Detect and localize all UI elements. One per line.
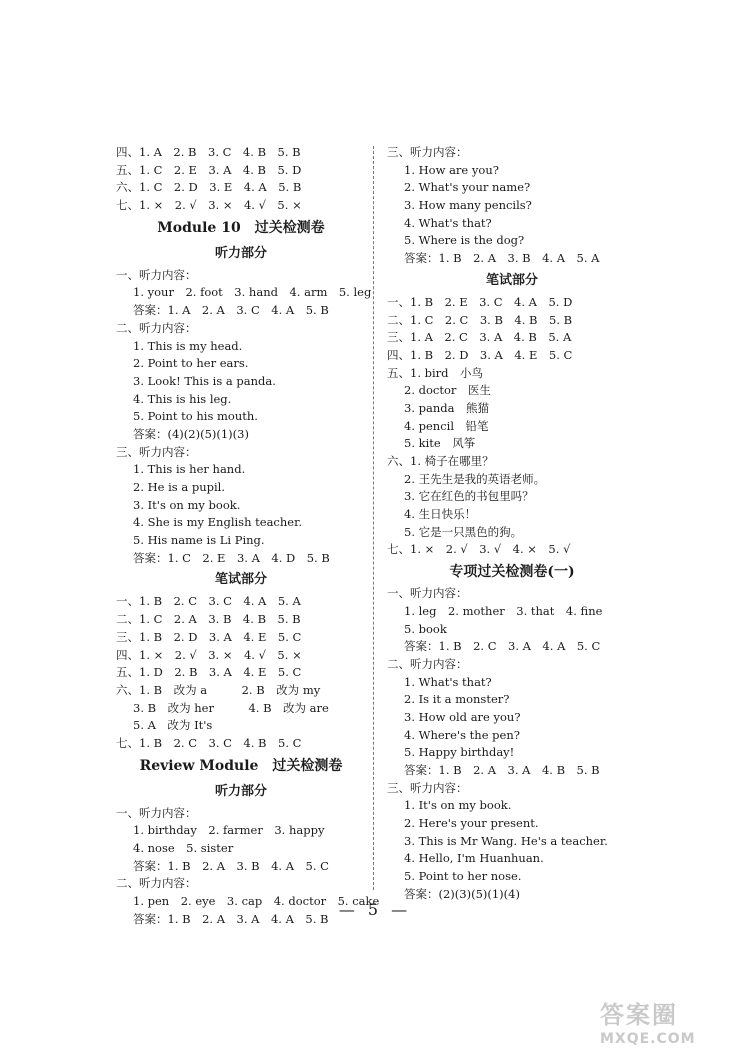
answer-line: 1. How are you? [404,162,499,177]
answer-line: 答案：(2)(3)(5)(1)(4) [404,886,520,901]
answer-line: 3. B 改为 her 4. B 改为 are [133,700,329,715]
section-subtitle: 听力部分 [214,245,267,261]
answer-line: 3. This is Mr Wang. He's a teacher. [404,833,608,848]
answer-line: 1. It's on my book. [404,798,512,813]
answer-line: 答案：(4)(2)(5)(1)(3) [133,426,249,441]
answer-line: 四、1. A 2. B 3. C 4. B 5. B [116,145,301,159]
answer-line: 4. 生日快乐！ [404,507,477,522]
answer-line: 四、1. B 2. D 3. A 4. E 5. C [387,347,573,362]
answer-line: 3. panda 熊猫 [404,400,489,415]
answer-line: 1. What's that? [404,674,492,689]
answer-line: 三、1. B 2. D 3. A 4. E 5. C [116,629,302,644]
answer-line: 答案：1. B 2. C 3. A 4. A 5. C [404,639,601,654]
answer-line: 一、听力内容： [116,267,197,282]
answer-line: 答案：1. B 2. A 3. A 4. A 5. B [133,911,329,926]
answer-line: 四、1. × 2. √ 3. × 4. √ 5. × [116,647,302,662]
answer-line: 3. It's on my book. [133,497,241,512]
answer-line: 4. What's that? [404,215,492,230]
answer-line: 5. His name is Li Ping. [133,533,265,548]
answer-line: 答案：1. B 2. A 3. B 4. A 5. C [133,858,329,873]
section-subtitle: 笔试部分 [485,272,538,288]
section-subtitle: 笔试部分 [214,572,267,588]
answer-line: 4. She is my English teacher. [133,515,302,530]
watermark-text-bottom: MXQE.COM [600,1031,696,1047]
answer-line: 2. What's your name? [404,180,531,195]
answer-line: 答案：1. B 2. A 3. B 4. A 5. A [404,251,600,266]
answer-line: 1. This is my head. [133,338,243,353]
answer-line: 答案：1. B 2. A 3. A 4. B 5. B [404,763,600,777]
answer-line: 三、听力内容： [387,780,468,795]
answer-line: 答案：1. A 2. A 3. C 4. A 5. B [133,303,329,318]
answer-line: 5. Point to his mouth. [133,409,258,424]
answer-line: 4. nose 5. sister [133,841,234,855]
answer-line: 二、听力内容： [387,656,468,671]
answer-line: 5. Where is the dog? [404,233,525,248]
answer-line: 4. Hello, I'm Huanhuan. [404,851,544,866]
answer-line: 二、1. C 2. C 3. B 4. B 5. B [387,312,573,327]
answer-line: 3. How old are you? [404,709,521,724]
section-title: 专项过关检测卷(一) [449,564,575,581]
answer-line: 2. doctor 医生 [404,383,491,398]
answer-line: 4. pencil 铅笔 [404,418,489,433]
answer-line: 一、听力内容： [387,586,468,601]
answer-line: 六、1. 椅子在哪里？ [387,454,494,468]
answer-line: 七、1. B 2. C 3. C 4. B 5. C [116,735,302,750]
answer-line: 2. He is a pupil. [133,480,226,494]
answer-line: 七、1. × 2. √ 3. √ 4. × 5. √ [387,542,571,557]
answer-line: 3. 它在红色的书包里吗？ [404,489,534,504]
answer-line: 一、1. B 2. C 3. C 4. A 5. A [116,594,301,609]
answer-line: 五、1. bird 小鸟 [387,365,484,380]
answer-line: 二、听力内容： [116,320,197,335]
right-column [387,144,637,904]
answer-line: 五、1. D 2. B 3. A 4. E 5. C [116,665,302,680]
answer-line: 1. pen 2. eye 3. cap 4. doctor 5. cake [133,894,380,909]
answer-line: 1. This is her hand. [133,462,246,477]
answer-line: 5. A 改为 It's [133,718,213,733]
answer-line: 5. book [404,621,447,636]
answer-line: 2. Is it a monster? [404,692,510,707]
answer-line: 1. leg 2. mother 3. that 4. fine [404,603,603,618]
answer-line: 5. kite 风筝 [404,436,476,451]
answer-line: 4. Where's the pen? [404,727,520,742]
page-number: — 5 — [338,900,412,919]
watermark-text-top: 答案圈 [600,1001,678,1029]
answer-line: 二、1. C 2. A 3. B 4. B 5. B [116,612,301,627]
answer-line: 二、听力内容： [116,876,197,891]
answer-line: 3. Look! This is a panda. [133,373,276,388]
watermark-logo [600,1000,750,1055]
section-title: Module 10 过关检测卷 [157,219,325,236]
answer-line: 一、1. B 2. E 3. C 4. A 5. D [387,294,573,309]
answer-line: 三、1. A 2. C 3. A 4. B 5. A [387,330,572,345]
left-column [116,144,380,928]
answer-line: 六、1. B 改为 a 2. B 改为 my [116,682,321,697]
answer-line: 答案：1. C 2. E 3. A 4. D 5. B [133,550,330,565]
answer-line: 一、听力内容： [116,805,197,820]
answer-line: 5. Happy birthday! [404,745,515,760]
section-subtitle: 听力部分 [214,783,267,799]
column-divider [373,146,374,890]
section-title: Review Module 过关检测卷 [139,757,343,774]
answer-line: 五、1. C 2. E 3. A 4. B 5. D [116,162,302,177]
answer-line: 5. Point to her nose. [404,869,522,884]
answer-line: 5. 它是一只黑色的狗。 [404,524,523,539]
answer-line: 三、听力内容： [116,444,197,459]
answer-line: 三、听力内容： [387,145,468,159]
answer-line: 2. Point to her ears. [133,356,249,371]
answer-line: 2. Here's your present. [404,816,539,831]
answer-line: 3. How many pencils? [404,198,532,213]
answer-line: 七、1. × 2. √ 3. × 4. √ 5. × [116,198,302,213]
answer-line: 4. This is his leg. [133,391,232,406]
answer-line: 2. 王先生是我的英语老师。 [404,471,546,486]
answer-line: 六、1. C 2. D 3. E 4. A 5. B [116,180,302,195]
answer-line: 1. your 2. foot 3. hand 4. arm 5. leg [133,285,372,300]
answer-line: 1. birthday 2. farmer 3. happy [133,823,325,838]
